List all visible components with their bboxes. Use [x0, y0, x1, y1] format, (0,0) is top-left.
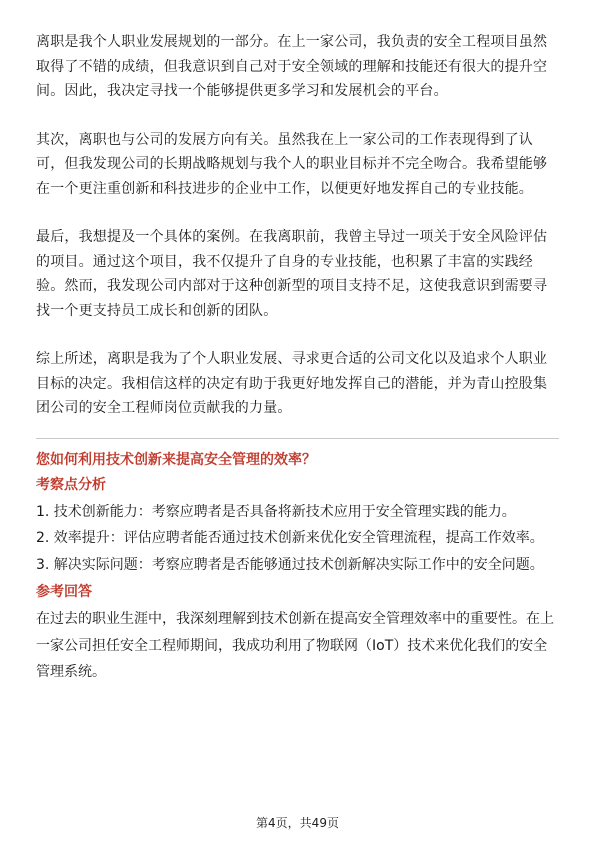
paragraph-company-direction: 其次，离职也与公司的发展方向有关。虽然我在上一家公司的工作表现得到了认可，但我发现公司的长期战略规划与我个人的职业目标并不完全吻合。我希望能够在一个更注重创新和科技进步的企业中工作，以便更好地发挥自己的专业技能。 [36, 131, 548, 197]
question-heading: 您如何利用技术创新来提高安全管理的效率？ [36, 451, 316, 468]
paragraph-case-example: 最后，我想提及一个具体的案例。在我离职前，我曾主导过一项关于安全风险评估的项目。通过这个项目，我不仅提升了自身的专业技能，也积累了丰富的实践经验。然而，我发现公司内部对于这种创新型的项目支持不足，这使我意识到需要寻找一个更支持员工成长和创新的团队。 [36, 229, 548, 319]
document-page [36, 30, 559, 686]
page-number: 第4页，共49页 [256, 816, 339, 830]
analysis-item: 1. 技术创新能力：考察应聘者是否具备将新技术应用于安全管理实践的能力。 [36, 503, 516, 520]
section-divider [36, 438, 559, 439]
paragraph-summary: 综上所述，离职是我为了个人职业发展、寻求更合适的公司文化以及追求个人职业目标的决定。我相信这样的决定有助于我更好地发挥自己的潜能，并为青山控股集团公司的安全工程师岗位贡献我的力量。 [36, 351, 548, 416]
analysis-item: 3. 解决实际问题：考察应聘者是否能够通过技术创新解决实际工作中的安全问题。 [36, 556, 544, 573]
paragraph-career-plan: 离职是我个人职业发展规划的一部分。在上一家公司，我负责的安全工程项目虽然取得了不错的成绩，但我意识到自己对于安全领域的理解和技能还有很大的提升空间。因此，我决定寻找一个能够提供更多学习和发展机会的平台。 [36, 34, 548, 99]
analysis-item: 2. 效率提升：评估应聘者能否通过技术创新来优化安全管理流程，提高工作效率。 [36, 530, 544, 546]
reference-heading: 参考回答 [36, 584, 92, 600]
analysis-heading: 考察点分析 [36, 476, 106, 493]
reference-answer: 在过去的职业生涯中，我深刻理解到技术创新在提高安全管理效率中的重要性。在上一家公司担任安全工程师期间，我成功利用了物联网（IoT）技术来优化我们的安全管理系统。 [36, 611, 554, 680]
